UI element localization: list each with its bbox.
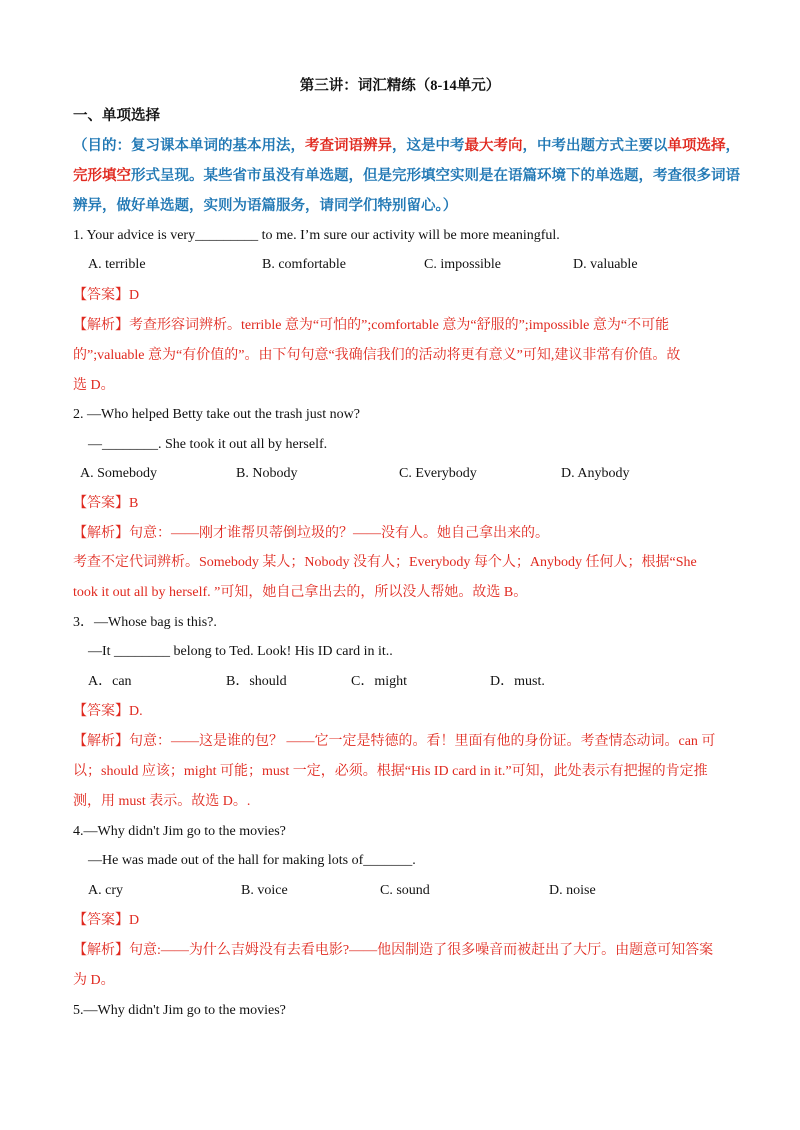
intro-highlight: 单项选择 (667, 138, 726, 154)
q2-option-d: D. Anybody (561, 466, 630, 481)
intro-line-3: 辨异，做好单选题，实则为语篇服务，请同学们特别留心。） (73, 198, 458, 214)
q1-explanation-3: 选 D。 (73, 378, 115, 393)
intro-line-2 (73, 166, 740, 186)
q3-option-c: C．might (351, 674, 408, 689)
q1-answer: 【答案】D (73, 288, 140, 303)
q3-explanation-2: 以；should 应该；might 可能；must 一定，必须。根据“His ID card in it.”可知，此处表示有把握的肯定推 (73, 764, 708, 779)
q3-answer: 【答案】D. (73, 704, 143, 719)
question-1-stem: 1. Your advice is very_________ to me. I’m sure our activity will be more meaningful. (73, 228, 560, 243)
q3-option-a: A．can (88, 674, 132, 689)
intro-highlight: 完形填空 (73, 168, 131, 184)
question-2-stem: 2. —Who helped Betty take out the trash just now? (73, 407, 360, 422)
q2-option-b: B. Nobody (236, 466, 298, 481)
q4-option-c: C. sound (380, 883, 430, 898)
intro-text: ， (725, 138, 740, 154)
question-3-stem: 3．—Whose bag is this?. (73, 615, 217, 630)
intro-line-1 (73, 136, 740, 156)
q1-option-a: A. terrible (88, 257, 146, 272)
q2-explanation-1: 【解析】句意：——刚才谁帮贝蒂倒垃圾的？——没有人。她自己拿出来的。 (73, 526, 549, 541)
q1-option-b: B. comfortable (262, 257, 346, 272)
question-5-stem: 5.—Why didn't Jim go to the movies? (73, 1003, 286, 1018)
q2-answer: 【答案】B (73, 496, 139, 511)
q2-explanation-2: 考查不定代词辨析。Somebody 某人；Nobody 没有人；Everybody 每个人；Anybody 任何人；根据“She (73, 555, 697, 570)
intro-highlight: 最大考向 (464, 138, 523, 154)
question-3-stem-2: —It ________ belong to Ted. Look! His ID card in it.. (88, 644, 393, 659)
intro-text: 形式呈现。某些省市虽没有单选题，但是完形填空实则是在语篇环境下的单选题，考查很多词语 (131, 168, 740, 184)
q3-explanation-1: 【解析】句意：——这是谁的包？ ——它一定是特德的。看！里面有他的身份证。考查情态动词。can 可 (73, 734, 716, 749)
intro-highlight: 考查词语辨异 (305, 138, 392, 154)
q1-option-d: D. valuable (573, 257, 638, 272)
intro-text: ，这是中考 (392, 138, 465, 154)
intro-text: ，中考出题方式主要以 (522, 138, 668, 154)
intro-text: （目的：复习课本单词的基本用法， (73, 138, 305, 154)
question-2-stem-2: —________. She took it out all by herself. (88, 437, 328, 452)
q3-explanation-3: 测，用 must 表示。故选 D。. (73, 794, 251, 809)
q4-option-d: D. noise (549, 883, 596, 898)
q1-explanation-2: 的”;valuable 意为“有价值的”。由下句句意“我确信我们的活动将更有意义”可知,建议非常有价值。故 (73, 348, 681, 363)
q3-option-b: B．should (226, 674, 287, 689)
q4-explanation-2: 为 D。 (73, 973, 115, 988)
q4-explanation-1: 【解析】句意:——为什么吉姆没有去看电影?——他因制造了很多噪音而被赶出了大厅。由题意可知答案 (73, 943, 714, 958)
q1-explanation-1: 【解析】考查形容词辨析。terrible 意为“可怕的”;comfortable 意为“舒服的”;impossible 意为“不可能 (73, 318, 670, 333)
q3-option-d: D．must. (490, 674, 545, 689)
q2-option-c: C. Everybody (399, 466, 477, 481)
page-title: 第三讲：词汇精练（8-14单元） (299, 78, 501, 94)
q1-option-c: C. impossible (424, 257, 502, 272)
question-4-stem-2: —He was made out of the hall for making lots of_______. (88, 853, 416, 868)
q4-option-a: A. cry (88, 883, 123, 898)
q4-answer: 【答案】D (73, 913, 140, 928)
q2-option-a: A. Somebody (80, 466, 157, 481)
q2-explanation-3: took it out all by herself. ”可知，她自己拿出去的，所以没人帮她。故选 B。 (73, 585, 528, 600)
question-4-stem: 4.—Why didn't Jim go to the movies? (73, 824, 286, 839)
q4-option-b: B. voice (241, 883, 288, 898)
section-heading: 一、单项选择 (73, 108, 160, 124)
